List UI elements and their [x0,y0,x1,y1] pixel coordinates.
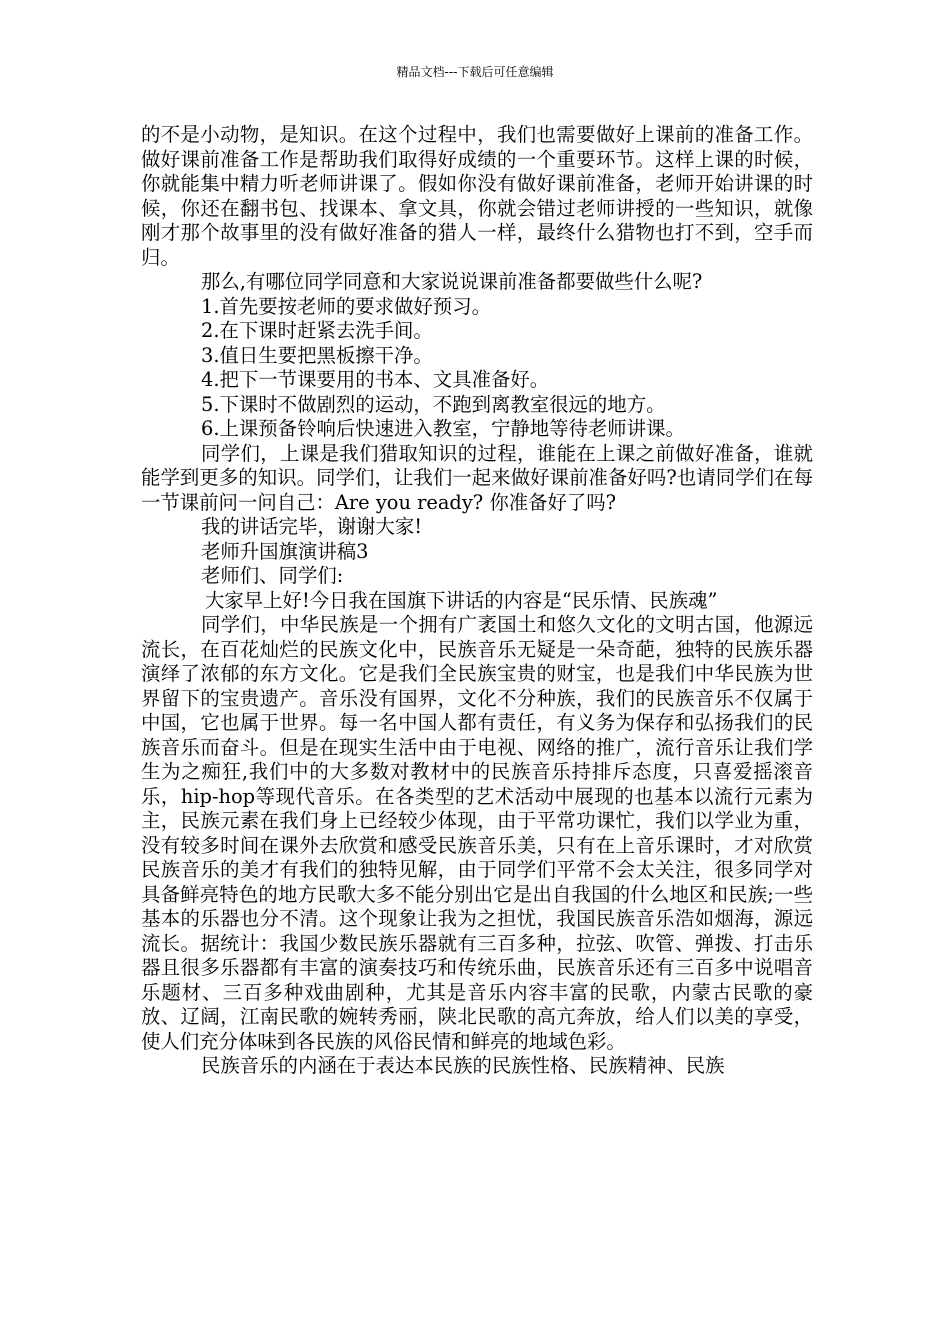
paragraph: 民族音乐的内涵在于表达本民族的民族性格、民族精神、民族 [201,1054,725,1077]
list-item: 3.值日生要把黑板擦干净。 [201,343,433,367]
list-item: 5.下课时不做剧烈的运动，不跑到离教室很远的地方。 [201,392,666,416]
list-item: 4.把下一节课要用的书本、文具准备好。 [201,368,550,391]
document-body [141,123,813,1079]
paragraph: 大家早上好!今日我在国旗下讲话的内容是“民乐情、民族魂” [205,588,718,612]
paragraph: 的不是小动物，是知识。在这个过程中，我们也需要做好上课前的准备工作。做好课前准备工作是帮助我们取得好成绩的一个重要环节。这样上课的时候，你就能集中精力听老师讲课了。假如你没有做好课前准备，老师开始讲课的时候，你还在翻书包、找课本、拿文具，你就会错过老师讲授的一些知识，就像刚才那个故事里的没有做好准备的猎人一样，最终什么猎物也打不到，空手而归。 [141,123,813,269]
paragraph: 我的讲话完毕，谢谢大家! [201,515,423,538]
paragraph: 同学们，上课是我们猎取知识的过程，谁能在上课之前做好准备，谁就能学到更多的知识。同学们，让我们一起来做好课前准备好吗?也请同学们在每一节课前问一问自己：Are you ready? 你准备好了吗? [141,441,813,514]
page-header: 精品文档---下载后可任意编辑 [396,65,554,79]
section-title: 老师升国旗演讲稿3 [201,539,369,563]
list-item: 6.上课预备铃响后快速进入教室，宁静地等待老师讲课。 [201,417,685,440]
list-item: 2.在下课时赶紧去洗手间。 [201,319,433,342]
list-item: 1.首先要按老师的要求做好预习。 [201,294,491,318]
salutation: 老师们、同学们: [201,564,344,587]
paragraph: 那么,有哪位同学同意和大家说说课前准备都要做些什么呢? [201,270,703,293]
paragraph: 同学们，中华民族是一个拥有广袤国土和悠久文化的文明古国，他源远流长，在百花灿烂的民族文化中，民族音乐无疑是一朵奇葩，独特的民族乐器演绎了浓郁的东方文化。它是我们全民族宝贵的财宝，也是我们中华民族为世界留下的宝贵遗产。音乐没有国界，文化不分种族，我们的民族音乐不仅属于中国，它也属于世界。每一名中国人都有责任，有义务为保存和弘扬我们的民族音乐而奋斗。但是在现实生活中由于电视、网络的推广，流行音乐让我们学生为之痴狂,我们中的大多数对教材中的民族音乐持排斥态度，只喜爱摇滚音乐，hip-hop等现代音乐。在各类型的艺术活动中展现的也基本以流行元素为主，民族元素在我们身上已经较少体现，由于平常功课忙，我们以学业为重，没有较多时间在课外去欣赏和感受民族音乐美，只有在上音乐课时，才对欣赏民族音乐的美才有我们的独特见解，由于同学们平常不会太关注，很多同学对具备鲜亮特色的地方民歌大多不能分别出它是出自我国的什么地区和民族;一些基本的乐器也分不清。这个现象让我为之担忧，我国民族音乐浩如烟海，源远流长。据统计：我国少数民族乐器就有三百多种，拉弦、吹管、弹拨、打击乐器且很多乐器都有丰富的演奏技巧和传统乐曲，民族音乐还有三百多中说唱音乐题材、三百多种戏曲剧种，尤其是音乐内容丰富的民歌，内蒙古民歌的豪放、辽阔，江南民歌的婉转秀丽，陕北民歌的高亢奔放，给人们以美的享受，使人们充分体味到各民族的风俗民情和鲜亮的地域色彩。 [141,613,813,1053]
